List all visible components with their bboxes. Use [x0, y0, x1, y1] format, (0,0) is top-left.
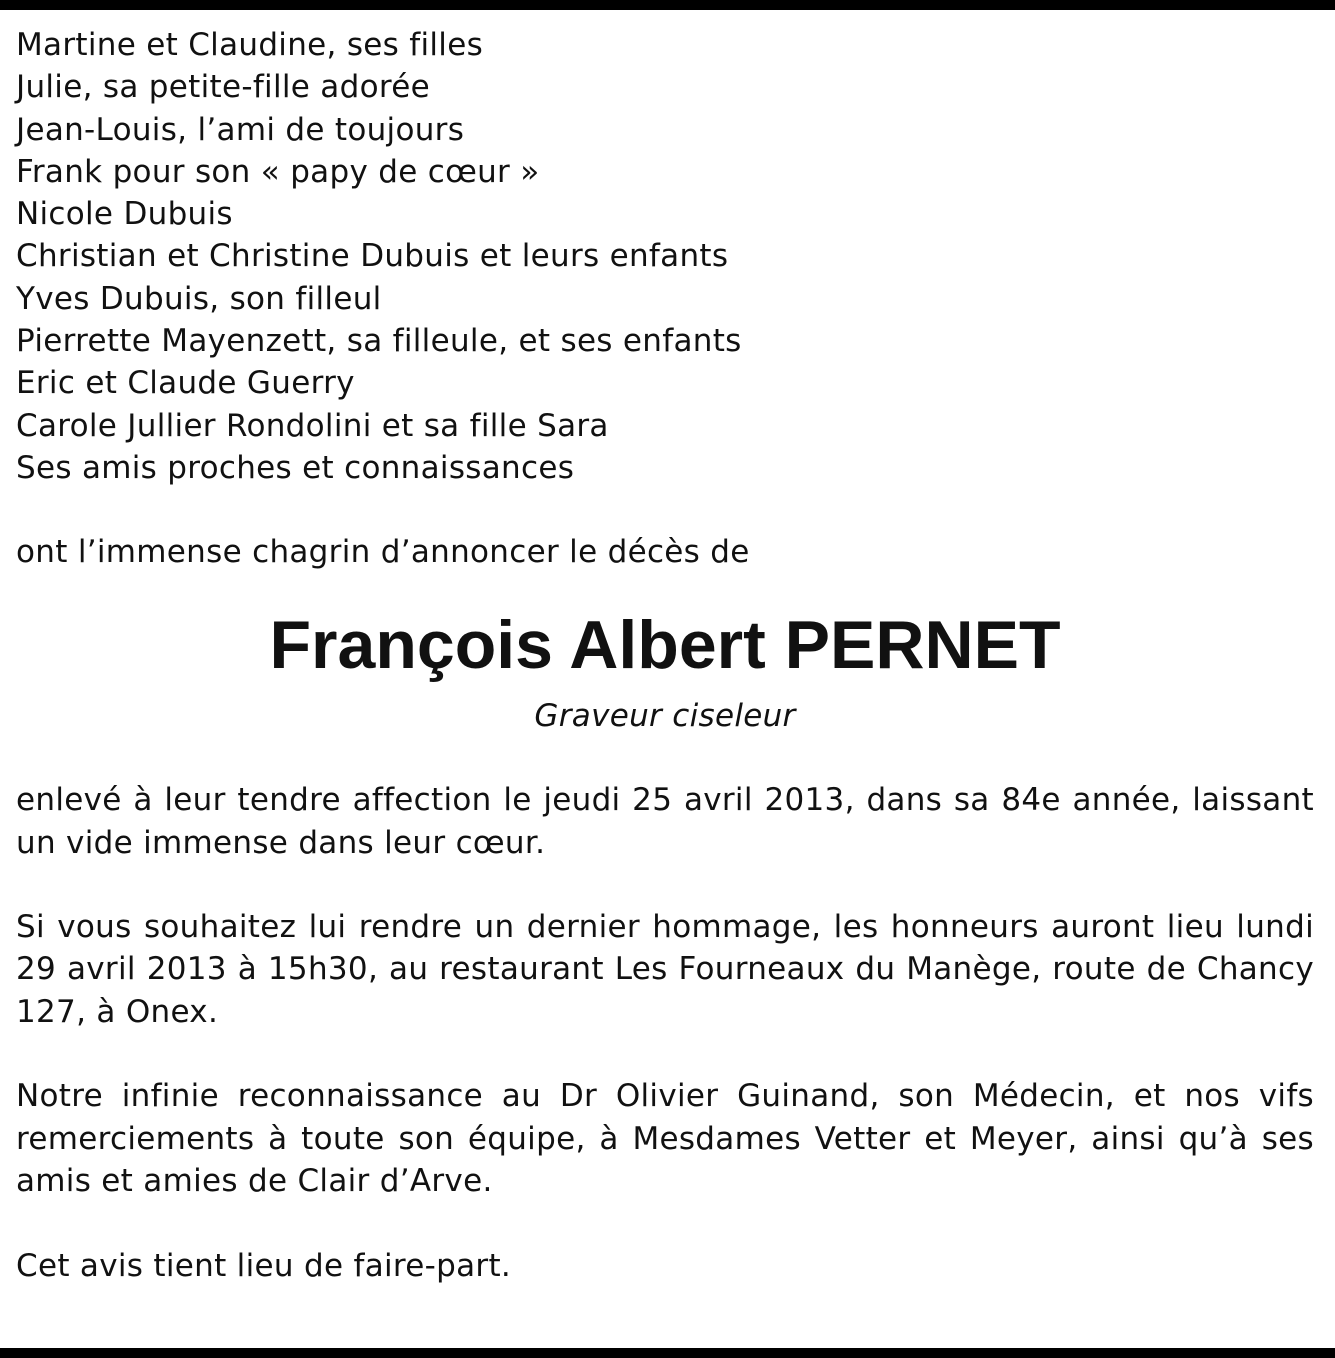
- obituary-notice: [16, 24, 1314, 1287]
- family-member-line: Yves Dubuis, son filleul: [16, 280, 382, 317]
- bottom-border-rule: [0, 1348, 1335, 1358]
- family-member-line: Nicole Dubuis: [16, 196, 233, 233]
- family-member-line: Christian et Christine Dubuis et leurs enfants: [16, 238, 729, 275]
- closing-line: Cet avis tient lieu de faire-part.: [16, 1247, 512, 1284]
- passing-paragraph: enlevé à leur tendre affection le jeudi 25 avril 2013, dans sa 84e année, laissant un vide immense dans leur cœur.: [16, 782, 1314, 861]
- family-list: [16, 24, 1314, 489]
- deceased-profession: Graveur ciseleur: [534, 698, 796, 735]
- family-member-line: Martine et Claudine, ses filles: [16, 27, 484, 63]
- ceremony-paragraph: Si vous souhaitez lui rendre un dernier hommage, les honneurs auront lieu lundi 29 avril 2013 à 15h30, au restaurant Les Fourneaux du Manège, route de Chancy 127, à Onex.: [16, 909, 1314, 1030]
- deceased-name: François Albert PERNET: [269, 607, 1061, 684]
- family-member-line: Eric et Claude Guerry: [16, 365, 355, 402]
- family-member-line: Frank pour son « papy de cœur »: [16, 153, 540, 190]
- thanks-paragraph: Notre infinie reconnaissance au Dr Olivier Guinand, son Médecin, et nos vifs remerciements à toute son équipe, à Mesdames Vetter et Meyer, ainsi qu’à ses amis et amies de Clair d’Arve.: [16, 1078, 1314, 1199]
- family-member-line: Jean-Louis, l’ami de toujours: [16, 111, 465, 148]
- top-border-rule: [0, 0, 1335, 10]
- family-member-line: Julie, sa petite-fille adorée: [16, 69, 430, 106]
- announcement-line: ont l’immense chagrin d’annoncer le décès de: [16, 534, 750, 571]
- family-member-line: Pierrette Mayenzett, sa filleule, et ses enfants: [16, 323, 742, 360]
- family-member-line: Carole Jullier Rondolini et sa fille Sara: [16, 407, 609, 444]
- family-member-line: Ses amis proches et connaissances: [16, 449, 575, 486]
